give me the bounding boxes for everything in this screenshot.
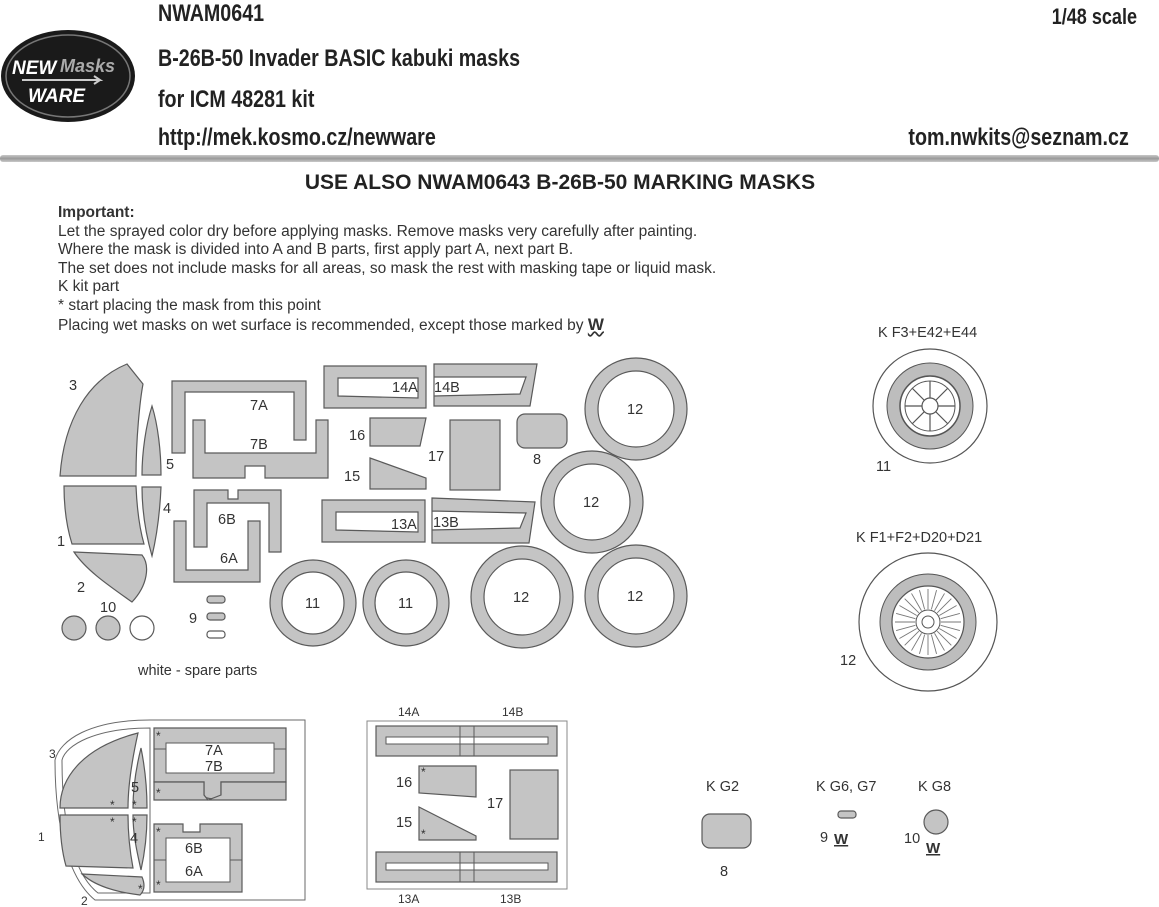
label-17: 17 (428, 449, 445, 465)
mask-12-ring (471, 546, 573, 648)
mask-9 (207, 613, 225, 620)
start-point-marker: * (156, 786, 161, 800)
small-parts-diagram (702, 779, 951, 880)
label-3: 3 (69, 378, 78, 394)
placement-label-14a: 14A (398, 705, 420, 719)
placement-label-6b: 6B (185, 841, 203, 857)
logo-masks-text: Masks (60, 56, 116, 76)
window-placement-diagram (367, 705, 567, 906)
start-point-marker: * (132, 798, 137, 812)
main-wheel-diagram (840, 530, 997, 691)
mask-16 (370, 418, 426, 446)
g8-mask (924, 810, 948, 834)
label-10: 10 (100, 600, 117, 616)
placement-label-17: 17 (487, 796, 504, 812)
g2-mask (702, 814, 751, 848)
mask-12-ring (585, 545, 687, 647)
nose-wheel-number: 11 (876, 459, 892, 475)
main-wheel-number: 12 (840, 653, 857, 669)
mask-12-ring (541, 451, 643, 553)
label-4: 4 (163, 501, 172, 517)
placement-label-7a: 7A (205, 743, 223, 759)
product-title: B-26B-50 Invader BASIC kabuki masks (158, 45, 521, 72)
mask-4 (142, 487, 161, 556)
start-point-marker: * (421, 765, 426, 779)
mask-9 (207, 596, 225, 603)
nose-wheel-title: K F3+E42+E44 (878, 325, 978, 341)
label-8: 8 (533, 452, 542, 468)
mask-17 (450, 420, 500, 490)
label-15: 15 (344, 469, 361, 485)
placement-label-2: 2 (81, 894, 88, 907)
nose-wheel-diagram (873, 325, 987, 475)
placement-mask-17 (510, 770, 558, 839)
instructions-heading: Important: (58, 204, 135, 221)
mask-6a (174, 521, 260, 582)
instruction-line: * start placing the mask from this point (58, 296, 321, 314)
dry-mask-symbol: W (926, 840, 941, 857)
g2-title: K G2 (706, 779, 740, 795)
placement-label-7b: 7B (205, 759, 223, 775)
dry-mask-symbol: W (834, 831, 849, 848)
placement-mask-2 (82, 874, 144, 895)
g67-mask (838, 811, 856, 818)
mask-sheet (57, 358, 687, 679)
placement-label-15: 15 (396, 815, 413, 831)
instruction-line: K kit part (58, 278, 120, 296)
placement-mask-3 (60, 733, 138, 808)
label-14a: 14A (392, 380, 418, 396)
label-7a: 7A (250, 398, 268, 414)
start-point-marker: * (421, 827, 426, 841)
mask-9-spare (207, 631, 225, 638)
svg-text:11: 11 (398, 596, 414, 612)
mask-11-ring (270, 560, 356, 646)
placement-mask-16 (419, 766, 476, 797)
g8-number: 10 (904, 831, 921, 847)
mask-10 (96, 616, 120, 640)
placement-label-1: 1 (38, 830, 45, 844)
label-13a: 13A (391, 517, 417, 533)
canopy-placement-diagram (38, 720, 305, 907)
instruction-line: Where the mask is divided into A and B parts, first apply part A, next part B. (58, 241, 574, 259)
mask-8 (517, 414, 567, 448)
dry-mask-symbol: W (587, 314, 604, 334)
placement-label-13a: 13A (398, 892, 420, 906)
mask-5 (142, 406, 161, 475)
scale-label: 1/48 scale (1051, 4, 1137, 29)
svg-text:11: 11 (305, 596, 321, 612)
placement-label-16: 16 (396, 775, 413, 791)
mask-1 (64, 486, 144, 544)
label-16: 16 (349, 428, 366, 444)
mask-7a (172, 381, 306, 453)
start-point-marker: * (138, 882, 143, 896)
placement-label-4: 4 (130, 831, 139, 847)
mask-10-spare (130, 616, 154, 640)
start-point-marker: * (110, 798, 115, 812)
placement-label-3: 3 (49, 747, 56, 761)
product-code: NWAM0641 (158, 0, 265, 27)
email-link[interactable]: tom.nwkits@seznam.cz (908, 124, 1129, 151)
mask-11-ring (363, 560, 449, 646)
spare-parts-caption: white - spare parts (138, 663, 258, 679)
g8-title: K G8 (918, 779, 952, 795)
start-point-marker: * (156, 878, 161, 892)
marking-masks-banner: USE ALSO NWAM0643 B-26B-50 MARKING MASKS (304, 171, 816, 194)
logo-new-text: NEW (12, 58, 57, 79)
placement-label-5: 5 (131, 780, 140, 796)
placement-label-14b: 14B (502, 705, 524, 719)
placement-mask-1 (60, 815, 133, 868)
logo-ware-text: WARE (28, 86, 85, 107)
product-subtitle: for ICM 48281 kit (158, 86, 315, 113)
g67-number: 9 (820, 830, 829, 846)
label-1: 1 (57, 534, 66, 550)
start-point-marker: * (110, 815, 115, 829)
label-5: 5 (166, 457, 175, 473)
label-7b: 7B (250, 437, 268, 453)
mask-6b (194, 490, 281, 552)
instruction-line: Placing wet masks on wet surface is recommended, except those marked by W (58, 314, 604, 334)
g67-title: K G6, G7 (816, 779, 877, 795)
label-13b: 13B (433, 515, 459, 531)
svg-text:12: 12 (583, 495, 600, 511)
mask-12-ring (585, 358, 687, 460)
mask-10 (62, 616, 86, 640)
website-link[interactable]: http://mek.kosmo.cz/newware (158, 124, 436, 151)
label-2: 2 (77, 580, 86, 596)
instruction-line: The set does not include masks for all areas, so mask the rest with masking tape or liquid mask. (58, 259, 717, 277)
label-9: 9 (189, 611, 198, 627)
start-point-marker: * (156, 729, 161, 743)
start-point-marker: * (132, 815, 137, 829)
svg-text:12: 12 (627, 402, 644, 418)
start-point-marker: * (156, 825, 161, 839)
main-wheel-title: K F1+F2+D20+D21 (856, 530, 983, 546)
label-14b: 14B (434, 380, 460, 396)
svg-text:12: 12 (513, 590, 530, 606)
placement-label-13b: 13B (500, 892, 522, 906)
g2-number: 8 (720, 864, 729, 880)
label-6b: 6B (218, 512, 236, 528)
mask-15 (370, 458, 426, 489)
instruction-line: Let the sprayed color dry before applying masks. Remove masks very carefully after painting. (58, 222, 698, 240)
placement-label-6a: 6A (185, 864, 203, 880)
svg-text:12: 12 (627, 589, 644, 605)
label-6a: 6A (220, 551, 238, 567)
